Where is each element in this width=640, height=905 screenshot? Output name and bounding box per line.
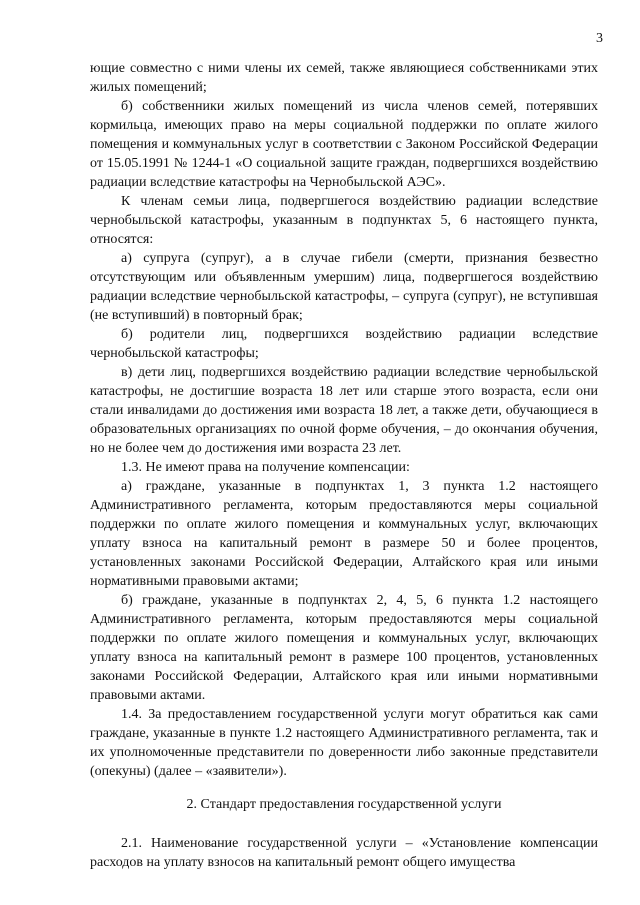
paragraph-1-3-b: б) граждане, указанные в подпунктах 2, 4, 5, 6 пункта 1.2 настоящего Административного регламента, которым предоставляются меры социальной поддержки по оплате жилого помещения и коммунальных услуг, включающих уплату взноса на капитальный ремонт в размере 100 процентов, установленных законами Российской Федерации, Алтайского края или иными нормативными правовыми актами. [90, 593, 598, 703]
paragraph-continuation: ющие совместно с ними члены их семей, также являющиеся собственниками этих жилых помещений; [90, 61, 598, 95]
document-body [90, 59, 598, 872]
paragraph-2-1: 2.1. Наименование государственной услуги – «Установление компенсации расходов на уплату взносов на капитальный ремонт общего имущества [90, 836, 598, 870]
paragraph-1-4: 1.4. За предоставлением государственной услуги могут обратиться как сами граждане, указанные в пункте 1.2 настоящего Административного регламента, так и их уполномоченные представители по доверенности либо законные представители (опекуны) (далее – «заявители»). [90, 707, 598, 779]
section-heading: 2. Стандарт предоставления государственной услуги [186, 797, 502, 812]
paragraph-item-b-parents: б) родители лиц, подвергшихся воздействию радиации вследствие чернобыльской катастрофы; [90, 327, 598, 361]
paragraph-1-3-a: а) граждане, указанные в подпунктах 1, 3 пункта 1.2 настоящего Административного регламента, которым предоставляются меры социальной поддержки по оплате жилого помещения и коммунальных услуг, включающих уплату взноса на капитальный ремонт в размере 50 и более процентов, установленных законами Российской Федерации, Алтайского края или иными нормативными правовыми актами; [90, 479, 598, 589]
page-number: 3 [596, 31, 603, 46]
paragraph-family-members: К членам семьи лица, подвергшегося воздействию радиации вследствие чернобыльской катастрофы, указанным в подпунктах 5, 6 настоящего пункта, относятся: [90, 194, 598, 247]
paragraph-1-3: 1.3. Не имеют права на получение компенсации: [121, 460, 410, 475]
paragraph-item-b-owners: б) собственники жилых помещений из числа членов семей, потерявших кормильца, имеющих право на меры социальной поддержки по оплате жилого помещения и коммунальных услуг в соответствии с Законом Российской Федерации от 15.05.1991 № 1244-1 «О социальной защите граждан, подвергшихся воздействию радиации вследствие катастрофы на Чернобыльской АЭС». [90, 99, 598, 190]
paragraph-item-v-children: в) дети лиц, подвергшихся воздействию радиации вследствие чернобыльской катастрофы, не достигшие возраста 18 лет или старше этого возраста, если они стали инвалидами до достижения ими возраста 18 лет, а также дети, обучающиеся в образовательных организациях по очной форме обучения, – до окончания обучения, но не более чем до достижения ими возраста 23 лет. [90, 365, 598, 456]
paragraph-item-a-spouse: а) супруга (супруг), а в случае гибели (смерти, признания безвестно отсутствующим или объявленным умершим) лица, подвергшегося воздействию радиации вследствие чернобыльской катастрофы, – супруга (супруг), не вступившая (не вступивший) в повторный брак; [90, 251, 598, 323]
